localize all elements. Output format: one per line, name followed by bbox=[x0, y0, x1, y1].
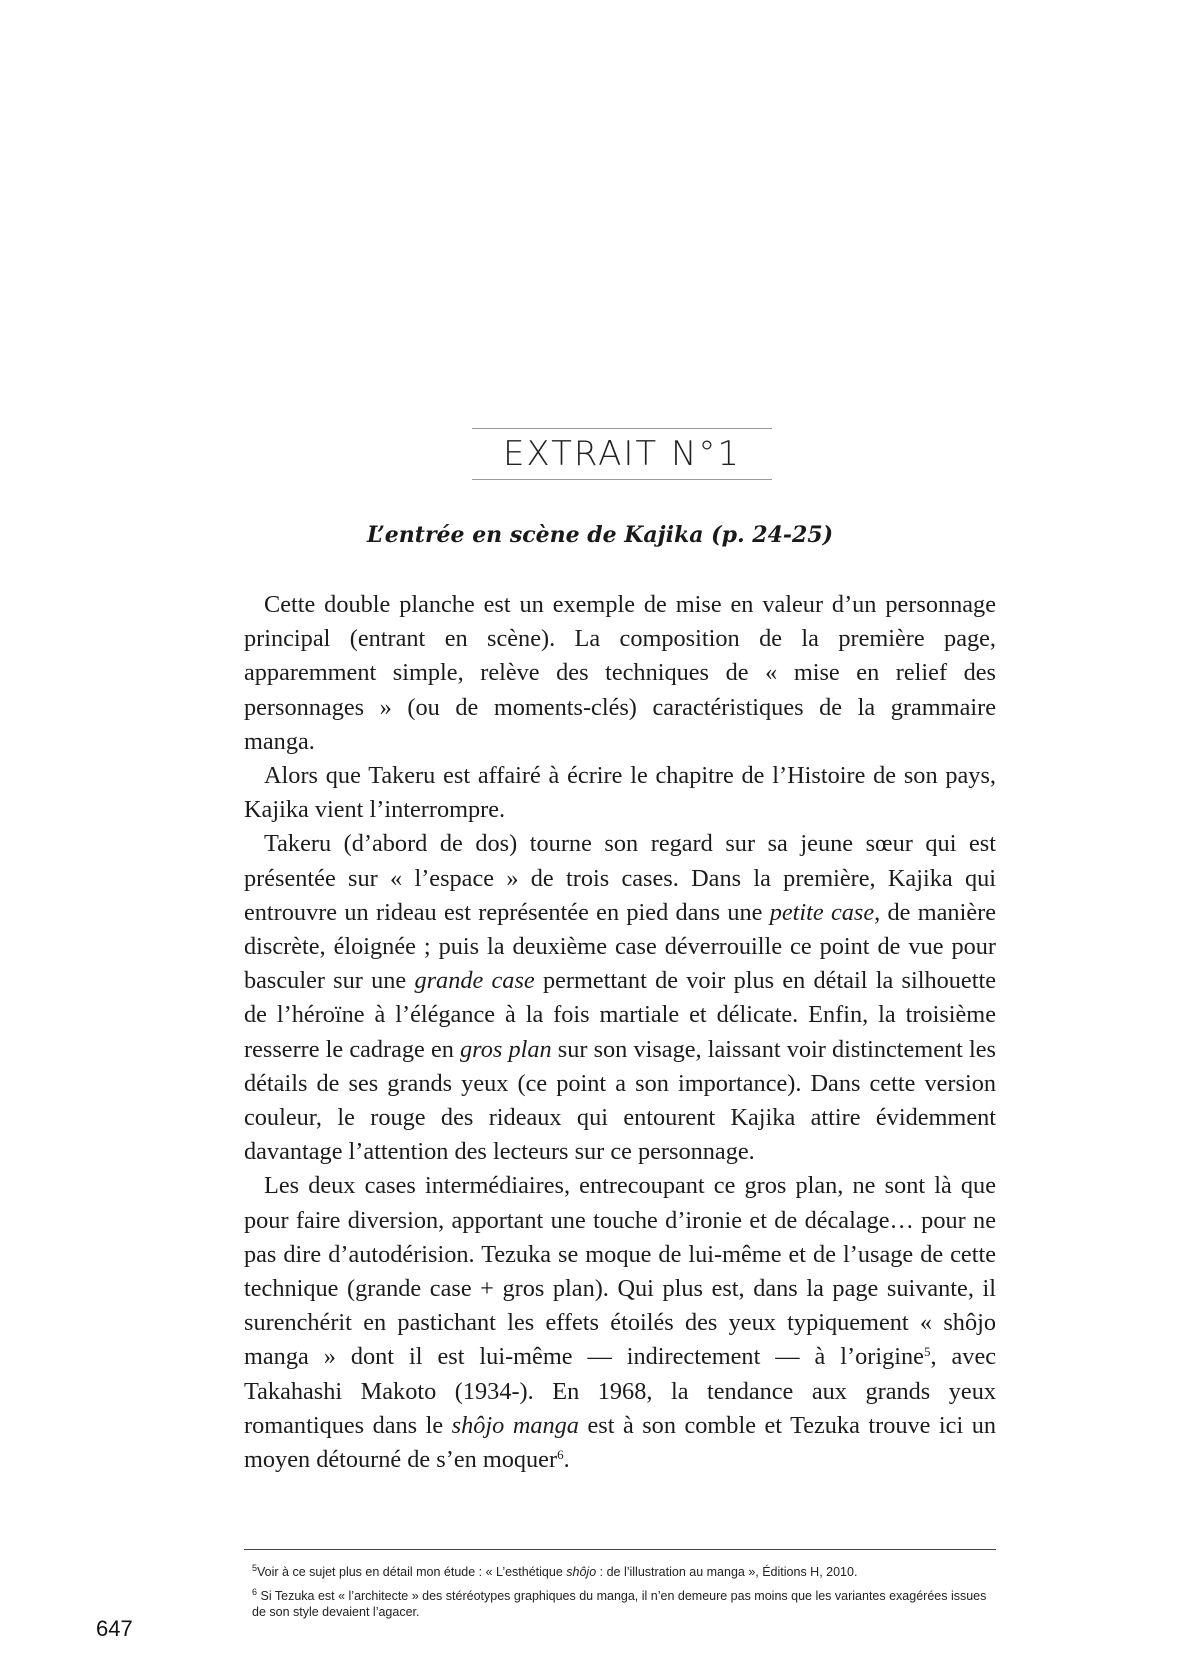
footnote-divider bbox=[244, 1549, 996, 1550]
page-number: 647 bbox=[96, 1616, 133, 1641]
text-run: , de manière discrète, éloignée ; puis la deuxième case déverrouille ce point de vue pour basculer sur une bbox=[244, 898, 996, 995]
footnote-ref-5[interactable]: 5 bbox=[923, 1344, 931, 1360]
footnote-6 bbox=[252, 1584, 997, 1620]
text-run: Takeru (d’abord de dos) tourne son regard sur sa jeune sœur qui est présentée sur « l’espace » de trois cases. Dans la première, Kajika qui entrouvre un rideau est représentée en pied dans une bbox=[244, 830, 996, 926]
section-subtitle: L’entrée en scène de Kajika (p. 24-25) bbox=[366, 522, 834, 548]
emphasis: shôjo bbox=[566, 1565, 597, 1580]
footnotes bbox=[252, 1560, 997, 1624]
text-run: Les deux cases intermédiaires, entrecoupant ce gros plan, ne sont là que pour faire diversion, apportant une touche d’ironie et de décalage… pour ne pas dire d’autodérision. Tezuka se moque de lui-même et de l’usage de cette technique (grande case + gros plan). Qui plus est, dans la page suivante, il surenchérit en pastichant les effets étoilés des yeux typiquement « shôjo manga » dont il est lui-même — indirectement — à l’origine bbox=[244, 1172, 996, 1371]
paragraph-2: Alors que Takeru est affairé à écrire le chapitre de l’Histoire de son pays, Kajika vient l’interrompre. bbox=[244, 762, 996, 824]
paragraph-4 bbox=[244, 1169, 996, 1477]
footnote-number: 6 bbox=[252, 1587, 258, 1598]
text-run: permettant de voir plus en détail la silhouette de l’héroïne à l’élégance à la fois martiale et délicate. Enfin, la troisième resserre le cadrage en bbox=[244, 967, 996, 1063]
text-run: est à son comble et Tezuka trouve ici un moyen détourné de s’en moquer bbox=[244, 1411, 996, 1474]
emphasis: gros plan bbox=[460, 1035, 552, 1063]
text-run: Voir à ce sujet plus en détail mon étude : « L’esthétique bbox=[257, 1565, 567, 1580]
text-run: Si Tezuka est « l’architecte » des stéréotypes graphiques du manga, il n’en demeure pas moins que les variantes exagérées issues de son style devaient l’agacer. bbox=[252, 1589, 987, 1620]
text-run: , avec Takahashi Makoto (1934-). En 1968, la tendance aux grands yeux romantiques dans le bbox=[244, 1343, 997, 1439]
emphasis: petite case bbox=[769, 898, 875, 926]
paragraph-1: Cette double planche est un exemple de mise en valeur d’un personnage principal (entrant en scène). La composition de la première page, apparemment simple, relève des techniques de « mise en relief des personnages » (ou de moments-clés) caractéristiques de la grammaire manga. bbox=[244, 591, 996, 755]
footnote-number: 5 bbox=[252, 1563, 258, 1573]
text-run: . bbox=[563, 1446, 570, 1474]
body-text bbox=[244, 588, 996, 1477]
paragraph-3 bbox=[244, 827, 996, 1169]
section-heading: EXTRAIT N°1 bbox=[502, 434, 742, 474]
text-run: : de l’illustration au manga », Éditions H, 2010. bbox=[596, 1565, 858, 1580]
section-heading-box bbox=[472, 428, 772, 480]
text-run: sur son visage, laissant voir distinctement les détails de ses grands yeux (ce point a son importance). Dans cette version couleur, le rouge des rideaux qui entourent Kajika attire évidemment davantage l’attention des lecteurs sur ce personnage. bbox=[244, 1035, 996, 1166]
emphasis: grande case bbox=[414, 967, 535, 995]
emphasis: shôjo manga bbox=[451, 1411, 579, 1439]
footnote-5 bbox=[252, 1560, 997, 1580]
footnote-ref-6[interactable]: 6 bbox=[557, 1447, 564, 1463]
